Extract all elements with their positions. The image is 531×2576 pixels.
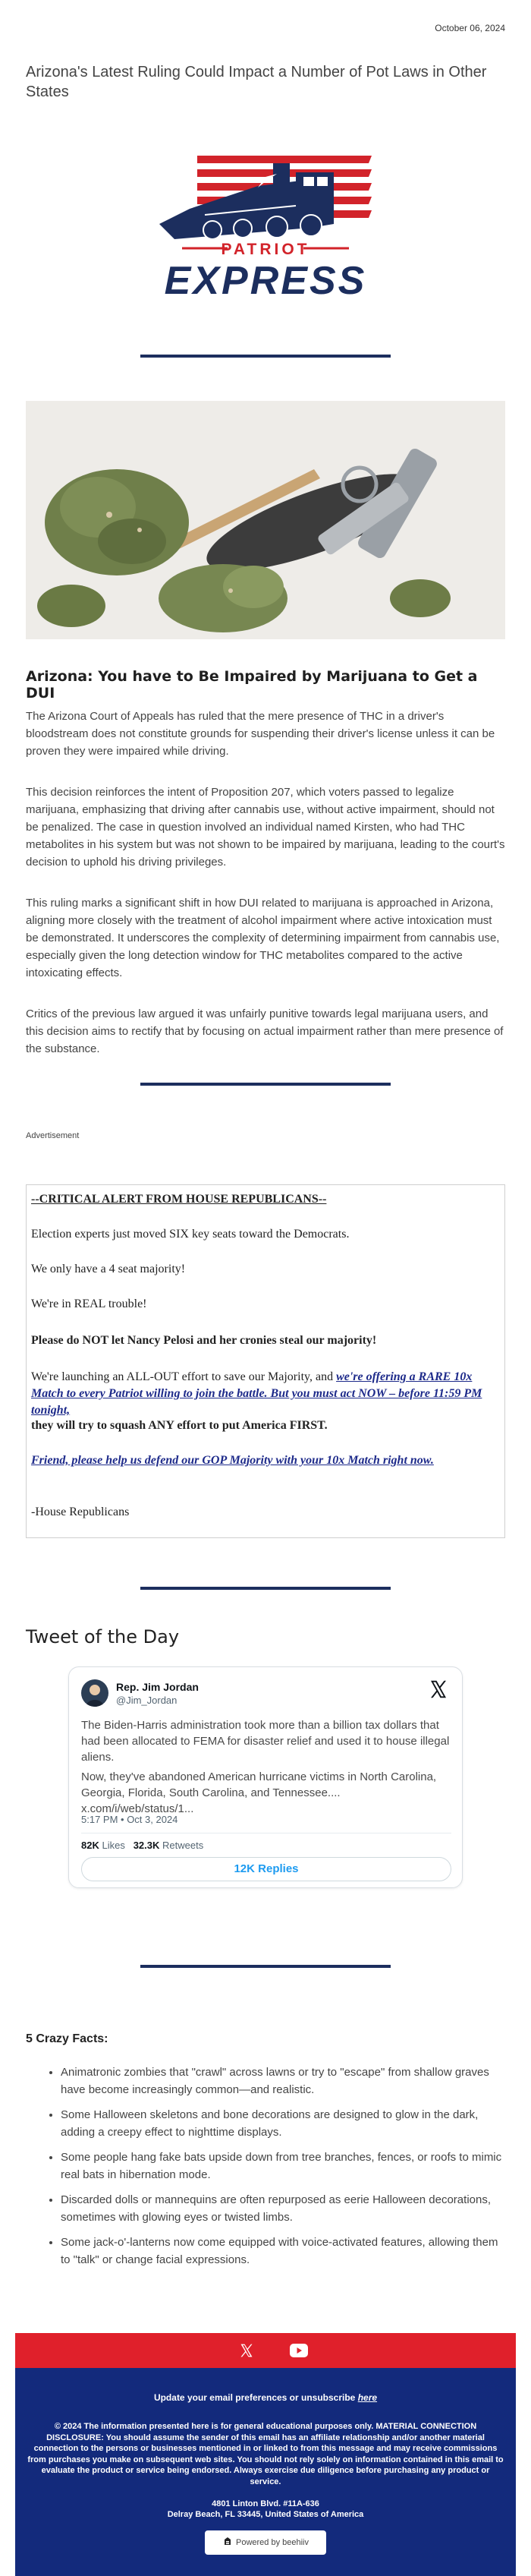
article-paragraph: This ruling marks a significant shift in how DUI related to marijuana is approached in Arizona, aligning more closely with the treatment of alcohol impairment where active intoxication must be demonstrated. It underscores the complexity of determining impairment from cannabis use, especially given the long detection window for THC metabolites compared to the active intoxicating effects. (26, 897, 500, 979)
section-divider (140, 355, 391, 358)
issue-date: October 06, 2024 (435, 23, 505, 33)
list-item: • Animatronic zombies that "crawl" across lawns or try to "escape" from shallow graves have become increasingly common—and realistic. (61, 2064, 505, 2098)
ad-offer-paragraph (31, 1369, 500, 1419)
tweet-timestamp[interactable]: 5:17 PM • Oct 3, 2024 (81, 1814, 178, 1825)
ad-defend-link[interactable]: Friend, please help us defend our GOP Majority with your 10x Match right now. (31, 1454, 434, 1467)
advertisement-label: Advertisement (26, 1131, 80, 1140)
tweet-text: Now, they've abandoned American hurricane victims in North Carolina, Georgia, Florida, South Carolina, and Tennessee.... x.com/i/web/status/1... (81, 1769, 453, 1817)
likes-count: 82K (81, 1840, 99, 1851)
retweets-label: Retweets (162, 1840, 204, 1851)
ad-text: they will try to squash ANY effort to put America FIRST. (31, 1419, 328, 1432)
ad-text: We only have a 4 seat majority! (31, 1263, 186, 1275)
social-bar (15, 2333, 516, 2368)
beehiiv-icon (222, 2536, 233, 2546)
article-paragraph: This decision reinforces the intent of Proposition 207, which voters passed to legalize marijuana, emphasizing that driving after cannabis use, without active impairment, should not be penalized. The case in question involved an individual named Kirsten, who had THC metabolites in his system but was not shown to be impaired by marijuana, leading to the court's decision to uphold his driving privileges. (26, 786, 505, 869)
tweet-author-handle[interactable]: @Jim_Jordan (116, 1695, 178, 1706)
email-preferences (15, 2392, 516, 2403)
logo-word-patriot: PATRIOT (221, 241, 310, 258)
unsubscribe-link[interactable]: here (357, 2392, 378, 2403)
patriot-express-logo (144, 133, 387, 307)
tweet-author-name[interactable]: Rep. Jim Jordan (116, 1681, 199, 1693)
x-social-icon[interactable] (239, 2343, 254, 2358)
youtube-icon[interactable] (290, 2344, 308, 2357)
address-line: Delray Beach, FL 33445, United States of America (167, 2510, 364, 2519)
ad-alert-heading: --CRITICAL ALERT FROM HOUSE REPUBLICANS-- (31, 1193, 327, 1206)
embedded-tweet[interactable] (68, 1666, 463, 1888)
advertisement-box (26, 1184, 505, 1538)
badge-label: Powered by beehiiv (235, 2538, 309, 2547)
email-footer (15, 2333, 516, 2576)
address-line: 4801 Linton Blvd. #11A-636 (212, 2499, 319, 2508)
tweet-text: The Biden-Harris administration took more than a billion tax dollars that had been allocated to FEMA for disaster relief and used it to house illegal aliens. (81, 1719, 450, 1764)
list-item: • Discarded dolls or mannequins are often repurposed as eerie Halloween decorations, sometimes with glowing eyes or twisted limbs. (61, 2191, 505, 2226)
ad-text: We're in REAL trouble! (31, 1297, 147, 1310)
cannabis-car-keys-image (26, 401, 505, 639)
x-logo-icon[interactable] (427, 1678, 450, 1701)
beehiiv-badge[interactable] (205, 2530, 326, 2555)
facts-title: 5 Crazy Facts: (26, 2032, 108, 2045)
ad-match-link[interactable]: we're offering a RARE 10x Match to every Patriot willing to join the battle. But you must act NOW – before 11:59 PM tonight, (31, 1370, 482, 1417)
replies-button[interactable]: 12K Replies (81, 1857, 451, 1881)
tweet-section-title: Tweet of the Day (26, 1626, 180, 1647)
email-headline: Arizona's Latest Ruling Could Impact a Number of Pot Laws in Other States (26, 64, 487, 100)
section-divider (140, 1587, 391, 1590)
list-item: • Some Halloween skeletons and bone decorations are designed to glow in the dark, adding a creepy effect to nighttime displays. (61, 2106, 505, 2141)
disclaimer-text: © 2024 The information presented here is for general educational purposes only. MATERIAL CONNECTION DISCLOSURE: You should assume the sender of this email has an affiliate relationship and/or another material connection to the persons or businesses mentioned in or linked to from this message and may receive commissions from purchases you make on subsequent web sites. You should not rely solely on information contained in this email to evaluate the product or service being endorsed. Always exercise due diligence before purchasing any product or service. (27, 2422, 504, 2486)
likes-label: Likes (102, 1840, 125, 1851)
section-divider (140, 1083, 391, 1086)
ad-signoff: -House Republicans (31, 1506, 130, 1518)
list-item: • Some jack-o'-lanterns now come equipped with voice-activated features, allowing them to "talk" or change facial expressions. (61, 2234, 505, 2269)
facts-list (26, 2064, 505, 2276)
article-paragraph: The Arizona Court of Appeals has ruled that the mere presence of THC in a driver's bloodstream does not constitute grounds for suspending their driver's license unless it can be proven they were impaired while driving. (26, 710, 495, 758)
tweet-stats (81, 1840, 203, 1851)
section-divider (140, 1965, 391, 1968)
article-paragraph: Critics of the previous law argued it was unfairly punitive towards legal marijuana users, and this decision aims to rectify that by focusing on actual impairment rather than mere presence of the substance. (26, 1007, 504, 1055)
article-title: Arizona: You have to Be Impaired by Marijuana to Get a DUI (26, 668, 478, 702)
tweet-link[interactable]: x.com/i/web/status/1... (81, 1802, 194, 1815)
ad-text: Please do NOT let Nancy Pelosi and her cronies steal our majority! (31, 1334, 377, 1347)
preferences-text: Update your email preferences or unsubscribe (153, 2392, 356, 2403)
list-item: • Some people hang fake bats upside down from tree branches, fences, or roofs to mimic real bats in hibernation mode. (61, 2149, 505, 2183)
logo-word-express: EXPRESS (164, 259, 367, 303)
mailing-address (15, 2499, 516, 2520)
ad-text: We're launching an ALL-OUT effort to save our Majority, and (31, 1370, 337, 1383)
retweets-count: 32.3K (133, 1840, 160, 1851)
avatar[interactable] (81, 1679, 108, 1707)
ad-text: Election experts just moved SIX key seats toward the Democrats. (31, 1228, 350, 1241)
